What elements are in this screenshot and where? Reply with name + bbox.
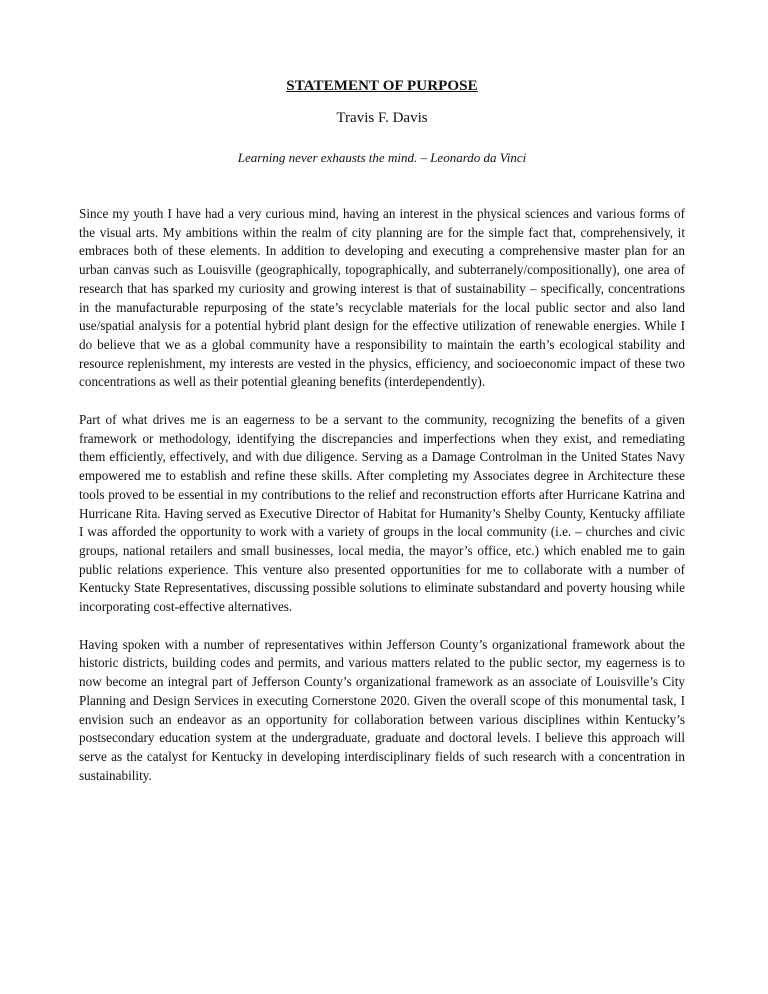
author-name: Travis F. Davis xyxy=(336,110,428,126)
paragraph-2: Part of what drives me is an eagerness to be a servant to the community, recognizing the benefits of a given framework or methodology, identifying the discrepancies and imperfections when they exist, and remediating them efficiently, effectively, and with due diligence. Serving as a Damage Controlman in the United States Navy empowered me to establish and refine these skills. After completing my Associates degree in Architecture these tools proved to be essential in my contributions to the relief and reconstruction efforts after Hurricane Katrina and Hurricane Rita. Having served as Executive Director of Habitat for Humanity’s Shelby County, Kentucky affiliate I was afforded the opportunity to work with a variety of groups in the local community (i.e. – churches and civic groups, national retailers and small businesses, local media, the mayor’s office, etc.) which enabled me to gain public relations experience. This venture also presented opportunities for me to collaborate with a number of Kentucky State Representatives, discussing possible solutions to eliminate substandard and poverty housing while incorporating cost-effective alternatives. xyxy=(79,412,685,615)
epigraph-quote: Learning never exhausts the mind. – Leonardo da Vinci xyxy=(237,150,527,165)
paragraph-3: Having spoken with a number of representatives within Jefferson County’s organizational framework about the historic districts, building codes and permits, and various matters related to the public sector, my eagerness is to now become an integral part of Jefferson County’s organizational framework as an associate of Louisville’s City Planning and Design Services in executing Cornerstone 2020. Given the overall scope of this monumental task, I envision such an endeavor as an opportunity for collaboration between various disciplines within Kentucky’s postsecondary education system at the undergraduate, graduate and doctoral levels. I believe this approach will serve as the catalyst for Kentucky in developing interdisciplinary fields of such research with a concentration in sustainability. xyxy=(79,636,685,783)
paragraph-1: Since my youth I have had a very curious mind, having an interest in the physical sciences and various forms of the visual arts. My ambitions within the realm of city planning are for the simple fact that, comprehensively, it embraces both of these elements. In addition to developing and executing a comprehensive master plan for an urban canvas such as Louisville (geographically, topographically, and subterranely/compositionally), one area of research that has sparked my curiosity and growing interest is that of sustainability – specifically, concentrations in the manufacturable repurposing of the state’s recyclable materials for the local public sector and also land use/spatial analysis for a potential hybrid plant design for the effective utilization of renewable energies. While I do believe that we as a global community have a responsibility to maintain the earth’s ecological stability and resource replenishment, my interests are vested in the physics, efficiency, and socioeconomic impact of these two concentrations as well as their potential gleaning benefits (interdependently). xyxy=(79,206,685,390)
body-text xyxy=(79,205,685,804)
document-title: STATEMENT OF PURPOSE xyxy=(286,78,478,94)
